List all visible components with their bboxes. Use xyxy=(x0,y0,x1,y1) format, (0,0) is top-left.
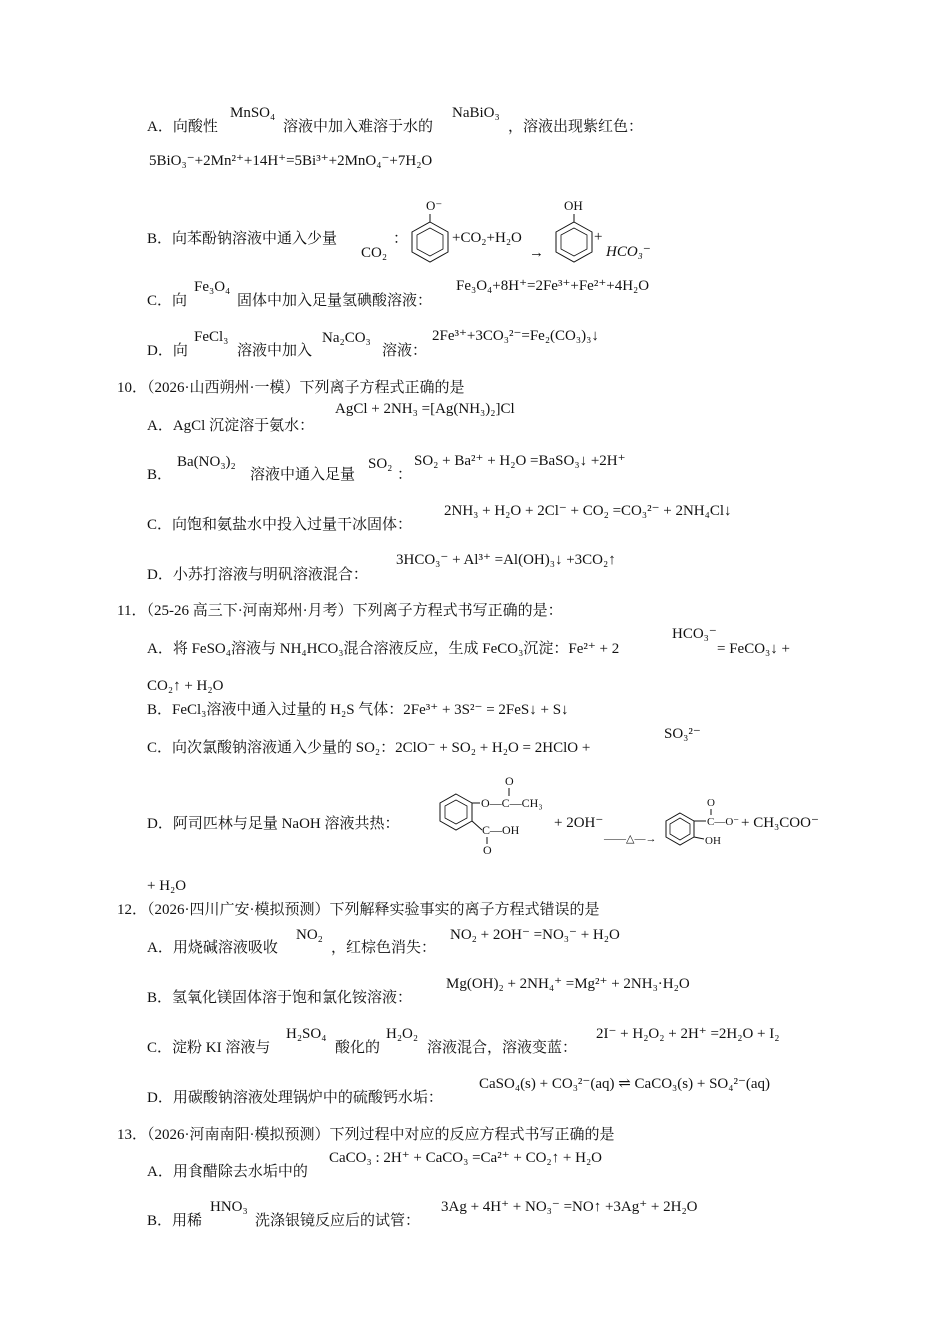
q11-option-c-text: C．向次氯酸钠溶液通入少量的 SO₂：2ClO⁻ + SO₂ + H₂O = 2HClO + xyxy=(147,740,591,756)
salicylate-oh: OH xyxy=(705,835,721,847)
q10-option-a-equation: AgCl + 2NH₃ =[Ag(NH₃)₂]Cl xyxy=(335,401,515,417)
q9-option-b-reactants: +CO₂+H₂O xyxy=(452,230,522,246)
q9-option-d-suffix: 溶液： xyxy=(382,343,428,359)
q10-option-c-text: C．向饱和氨盐水中投入过量干冰固体： xyxy=(147,517,413,533)
q12-option-b-text: B．氢氧化镁固体溶于饱和氯化铵溶液： xyxy=(147,990,413,1006)
q12-option-a-equation: NO₂ + 2OH⁻ =NO₃⁻ + H₂O xyxy=(450,927,620,943)
salicylate-structure xyxy=(660,795,744,855)
q12-option-a-no2: NO₂ xyxy=(296,927,323,943)
q12-option-c-prefix: C．淀粉 KI 溶液与 xyxy=(147,1040,271,1056)
aspirin-o-top: O xyxy=(505,774,514,788)
q9-option-b-colon: ： xyxy=(393,231,409,247)
q10-option-b-mid: 溶液中通入足量 xyxy=(250,467,356,483)
q11-option-c-so3: SO₃²⁻ xyxy=(664,726,701,742)
q9-option-d-mid: 溶液中加入 xyxy=(237,343,313,359)
q10-option-b-prefix: B． xyxy=(147,467,173,483)
q12-option-d-text: D．用碳酸钠溶液处理锅炉中的硫酸钙水垢： xyxy=(147,1090,443,1106)
q9-option-a-prefix: A．向酸性 xyxy=(147,119,218,135)
q10-option-b-so2: SO₂ xyxy=(368,456,393,472)
q11-option-a-text: A．将 FeSO₄溶液与 NH₄HCO₃混合溶液反应，生成 FeCO₃沉淀：Fe²⁺ + 2 xyxy=(147,641,620,657)
q12-option-c-mid: 酸化的 xyxy=(335,1040,381,1056)
q10-option-b-equation: SO₂ + Ba²⁺ + H₂O =BaSO₃↓ +2H⁺ xyxy=(414,453,626,469)
q12-option-c-suffix: 溶液混合，溶液变蓝： xyxy=(427,1040,578,1056)
q11-option-a-tail: = FeCO₃↓ + xyxy=(717,641,790,657)
q10-stem: 10．（2026·山西朔州·一模）下列离子方程式正确的是 xyxy=(117,380,465,396)
aspirin-ester-group: O—C—CH₃ xyxy=(481,796,543,810)
q9-option-c-fe3o4: Fe₃O₄ xyxy=(194,279,231,295)
q12-option-d-equation: CaSO₄(s) + CO₃²⁻(aq) ⇌ CaCO₃(s) + SO₄²⁻(aq) xyxy=(479,1076,771,1092)
q12-option-c-h2o2: H₂O₂ xyxy=(386,1026,419,1042)
q9-option-b-plus: + xyxy=(594,229,603,245)
q12-option-b-equation: Mg(OH)₂ + 2NH₄⁺ =Mg²⁺ + 2NH₃·H₂O xyxy=(446,976,690,992)
q9-option-a-nabio3: NaBiO₃ xyxy=(452,105,500,121)
q13-option-b-prefix: B．用稀 xyxy=(147,1213,203,1229)
q11-option-a-hco3: HCO₃⁻ xyxy=(672,626,717,642)
phenol-oh-label: OH xyxy=(564,198,583,213)
q11-option-b-text: B．FeCl₃溶液中通入过量的 H₂S 气体：2Fe³⁺ + 3S²⁻ = 2FeS↓ + S↓ xyxy=(147,702,569,718)
q12-stem: 12．（2026·四川广安·模拟预测）下列解释实验事实的离子方程式错误的是 xyxy=(117,902,600,918)
aspirin-acid-group: C—OH xyxy=(482,823,520,837)
q9-option-a-suffix: ，溶液出现紫红色： xyxy=(508,119,644,135)
salicylate-carboxylate: C—O⁻ xyxy=(707,816,740,828)
phenoxide-o-label: O⁻ xyxy=(426,198,443,213)
phenoxide-ring-structure xyxy=(404,196,454,268)
q11-option-d-heat-arrow: ——△—→ xyxy=(604,833,657,845)
q9-option-c-equation: Fe₃O₄+8H⁺=2Fe³⁺+Fe²⁺+4H₂O xyxy=(456,278,650,294)
q10-option-d-equation: 3HCO₃⁻ + Al³⁺ =Al(OH)₃↓ +3CO₂↑ xyxy=(396,552,616,568)
q10-option-a-text: A．AgCl 沉淀溶于氨水： xyxy=(147,418,315,434)
q11-option-d-text: D．阿司匹林与足量 NaOH 溶液共热： xyxy=(147,816,400,832)
q9-option-d-na2co3: Na₂CO₃ xyxy=(322,330,371,346)
aspirin-o-bottom: O xyxy=(483,843,492,857)
q10-option-b-bano3: Ba(NO₃)₂ xyxy=(177,454,236,470)
phenol-ring-structure xyxy=(548,196,598,268)
q9-option-a-equation: 5BiO₃⁻+2Mn²⁺+14H⁺=5Bi³⁺+2MnO₄⁻+7H₂O xyxy=(149,153,433,169)
q9-option-b-prefix: B．向苯酚钠溶液中通入少量 xyxy=(147,231,338,247)
q10-option-d-text: D．小苏打溶液与明矾溶液混合： xyxy=(147,567,368,583)
aspirin-structure xyxy=(434,774,554,856)
q13-option-b-equation: 3Ag + 4H⁺ + NO₃⁻ =NO↑ +3Ag⁺ + 2H₂O xyxy=(441,1199,698,1215)
q13-stem: 13．（2026·河南南阳·模拟预测）下列过程中对应的反应方程式书写正确的是 xyxy=(117,1127,615,1143)
q9-option-b-co2: CO₂ xyxy=(361,245,388,261)
q9-option-c-mid: 固体中加入足量氢碘酸溶液： xyxy=(237,293,433,309)
q9-option-d-equation: 2Fe³⁺+3CO₃²⁻=Fe₂(CO₃)₃↓ xyxy=(432,328,599,344)
q9-option-a-mnso4: MnSO₄ xyxy=(230,105,276,121)
q9-option-a-mid: 溶液中加入难溶于水的 xyxy=(283,119,434,135)
q12-option-a-prefix: A．用烧碱溶液吸收 xyxy=(147,940,278,956)
q12-option-a-suffix: ，红棕色消失： xyxy=(331,940,437,956)
q12-option-c-equation: 2I⁻ + H₂O₂ + 2H⁺ =2H₂O + I₂ xyxy=(596,1026,780,1042)
q13-option-a-equation: CaCO₃ : 2H⁺ + CaCO₃ =Ca²⁺ + CO₂↑ + H₂O xyxy=(329,1150,603,1166)
q9-option-b-arrow: → xyxy=(529,245,544,261)
q13-option-a-text: A．用食醋除去水垢中的 xyxy=(147,1164,308,1180)
q11-stem: 11．（25-26 高三下·河南郑州·月考）下列离子方程式书写正确的是： xyxy=(117,603,563,619)
q13-option-b-suffix: 洗涤银镜反应后的试管： xyxy=(255,1213,421,1229)
q9-option-d-fecl3: FeCl₃ xyxy=(194,329,229,345)
q11-option-d-products: + CH₃COO⁻ xyxy=(741,815,819,831)
q11-option-a-line2: CO₂↑ + H₂O xyxy=(147,678,224,694)
q11-option-d-line2: + H₂O xyxy=(147,878,187,894)
q11-option-d-hydroxide: + 2OH⁻ xyxy=(554,815,604,831)
q9-option-c-prefix: C．向 xyxy=(147,293,188,309)
q10-option-c-equation: 2NH₃ + H₂O + 2Cl⁻ + CO₂ =CO₃²⁻ + 2NH₄Cl↓ xyxy=(444,503,732,519)
q10-option-b-colon: ： xyxy=(397,467,413,483)
q9-option-b-hco3: HCO₃⁻ xyxy=(606,244,651,260)
salicylate-o-top: O xyxy=(707,797,715,809)
q9-option-d-prefix: D．向 xyxy=(147,343,188,359)
q13-option-b-hno3: HNO₃ xyxy=(210,1199,248,1215)
q12-option-c-h2so4: H₂SO₄ xyxy=(286,1026,327,1042)
